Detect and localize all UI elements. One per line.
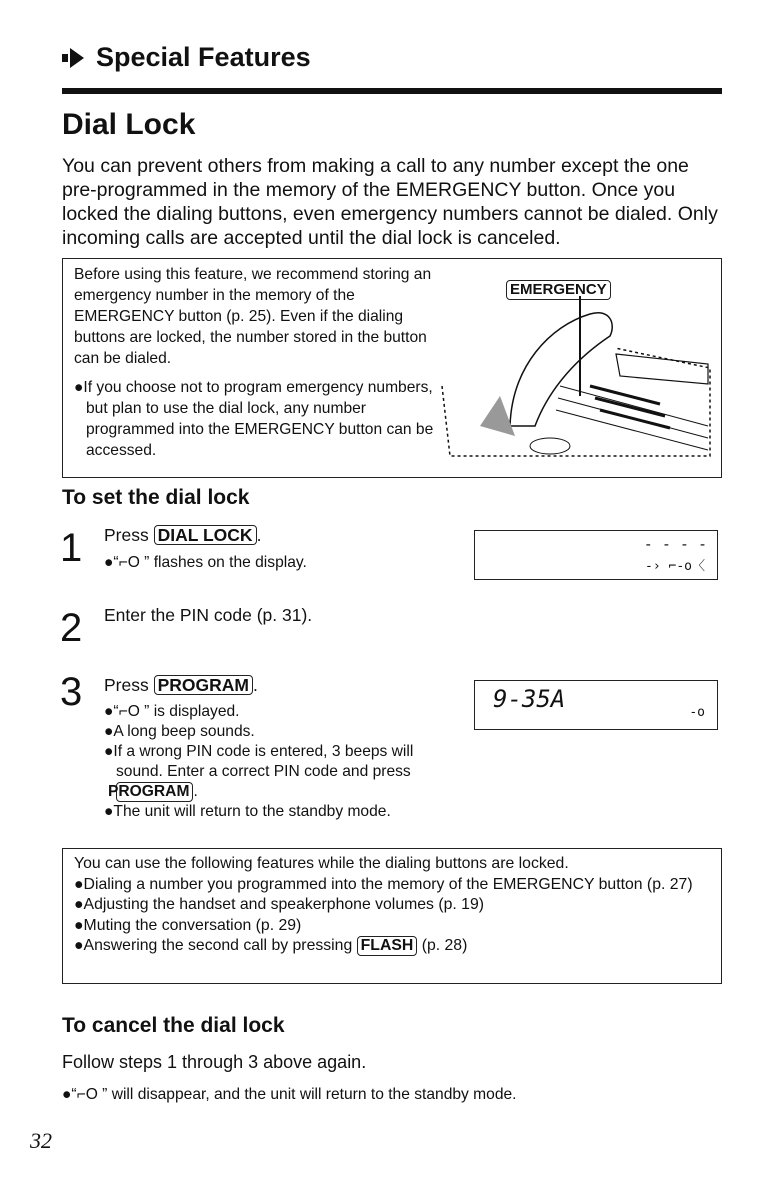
set-heading: To set the dial lock — [62, 486, 250, 509]
header-rule — [62, 88, 722, 94]
section-title: Special Features — [96, 42, 311, 72]
display-step-3 — [474, 680, 718, 730]
section-header — [62, 42, 311, 73]
display-time: 9-35A — [493, 685, 566, 713]
flash-key: FLASH — [357, 936, 418, 956]
step-1-sub: ●“⌐O ” flashes on the display. — [104, 554, 307, 571]
dial-lock-key: DIAL LOCK — [154, 525, 257, 545]
step-1-text: Press DIAL LOCK . — [104, 525, 262, 545]
program-key: PROGRAM — [154, 675, 253, 695]
display-step-1 — [474, 530, 718, 580]
cancel-heading: To cancel the dial lock — [62, 1014, 285, 1037]
page-title: Dial Lock — [62, 108, 196, 141]
intro-paragraph: You can prevent others from making a call to any number except the one pre-programmed in the memory of the EMERGENCY button. Once you locked the dialing buttons, even emergency numbers cannot be dialed. Only incoming calls are accepted until the dial lock is canceled. — [62, 155, 718, 249]
note-box-text — [74, 264, 444, 461]
features-list: You can use the following features while the dialing buttons are locked. ●Dialing a number you programmed into the memory of the EMERGENCY button (p. 27) ●Adjusting the handset and speakerphone volumes (p. 19) ●Muting the conversation (p. 29) ●Answering the second call by pressing FLASH (p. 28) — [74, 855, 693, 954]
display-lock-symbols: -› ⌐-o〈 — [645, 559, 705, 574]
step-1-number: 1 — [60, 526, 83, 570]
step-3-text: Press PROGRAM . — [104, 675, 258, 695]
display-dashes: - - - - — [643, 535, 707, 553]
note-text: Before using this feature, we recommend storing an emergency number in the memory of the EMERGENCY button (p. 25). Even if the dialing buttons are locked, the number stored in the button can be dialed. — [74, 266, 432, 367]
cancel-text: Follow steps 1 through 3 above again. — [62, 1052, 367, 1072]
step-2-number: 2 — [60, 606, 83, 650]
page-number: 32 — [30, 1128, 52, 1153]
cancel-note: ●“⌐O ” will disappear, and the unit will return to the standby mode. — [62, 1086, 517, 1103]
display-lock-icon: -o — [689, 705, 705, 720]
step-2-text: Enter the PIN code (p. 31). — [104, 605, 313, 625]
program-key-2: PROGRAM — [116, 782, 193, 802]
emergency-key-label: EMERGENCY — [506, 280, 611, 300]
telephone-illustration — [440, 276, 714, 462]
step-3-number: 3 — [60, 670, 83, 714]
step-3-subs: ●“⌐O ” is displayed. ●A long beep sounds. ●If a wrong PIN code is entered, 3 beeps will sound. Enter a correct PIN code and press PROGRAM . ●The unit will return to the standby mode. — [104, 703, 414, 820]
note-bullet: ●If you choose not to program emergency numbers, but plan to use the dial lock, any number programmed into the EMERGENCY button can be accessed. — [74, 379, 434, 459]
arrow-bullet-icon — [62, 47, 86, 69]
